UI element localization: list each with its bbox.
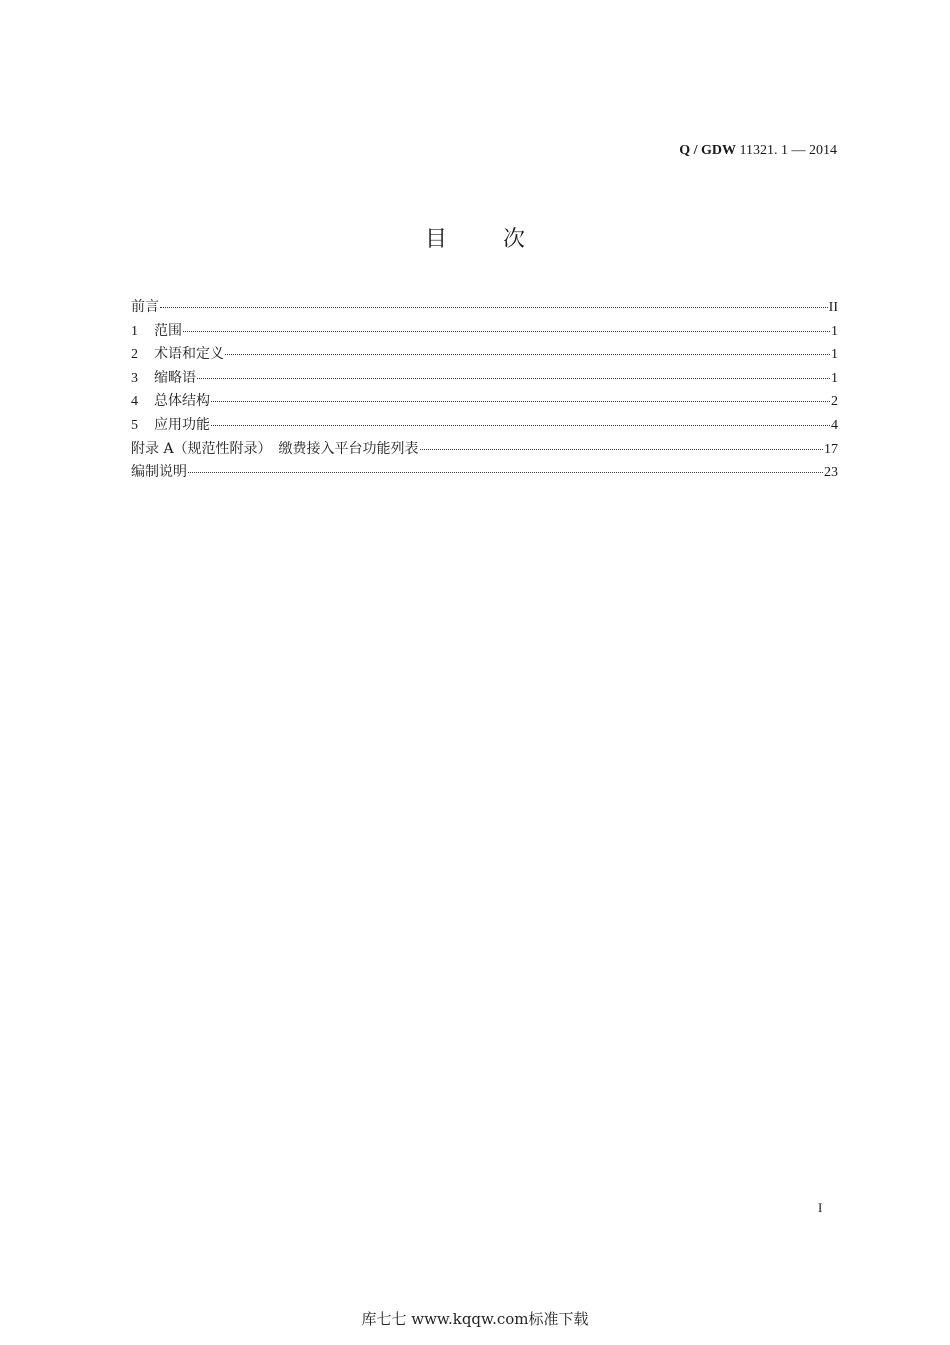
toc-entry-label: 编制说明 [131,464,187,481]
toc-entry-foreword[interactable] [131,296,838,320]
toc-entry-structure[interactable] [131,390,838,414]
toc-entry-appendix-a[interactable] [131,438,838,462]
toc-title-char2: 次 [503,227,526,252]
toc-title [0,222,950,253]
standard-code-number: 11321. 1 — 2014 [736,143,837,158]
toc-entry-page: 23 [824,465,838,481]
toc-title-char1: 目 [424,227,447,252]
toc-entry-functions[interactable] [131,414,838,438]
toc-leader-dots [197,368,830,379]
toc-entry-page: 17 [824,441,838,457]
toc-entry-number: 1 [131,323,138,339]
toc-entry-page: 1 [831,323,838,339]
toc-leader-dots [225,344,830,355]
page-number: I [818,1200,823,1215]
footer-watermark-text: 库七七 www.kqqw.com标准下载 [361,1310,589,1328]
toc-entry-page: 1 [831,370,838,386]
toc-leader-dots [183,321,830,332]
toc-leader-dots [160,297,828,308]
toc-entry-number: 5 [131,417,138,433]
toc-leader-dots [211,415,830,426]
table-of-contents [131,296,838,485]
toc-entry-number: 2 [131,347,138,363]
toc-entry-scope[interactable] [131,320,838,344]
toc-leader-dots [420,439,823,450]
toc-leader-dots [188,462,823,473]
toc-leader-dots [211,391,830,402]
toc-entry-terms[interactable] [131,343,838,367]
toc-entry-label: 总体结构 [154,393,210,410]
toc-entry-label: 缩略语 [154,369,196,386]
toc-entry-label: 前言 [131,299,159,315]
toc-entry-label: 术语和定义 [154,346,224,363]
toc-entry-number: 4 [131,394,138,410]
toc-entry-label: 应用功能 [154,416,210,433]
toc-entry-abbreviations[interactable] [131,367,838,391]
standard-code-prefix: Q / GDW [679,143,737,158]
toc-entry-number: 3 [131,370,138,386]
toc-entry-page: 2 [831,394,838,410]
toc-entry-page: 4 [831,417,838,433]
toc-entry-page: 1 [831,347,838,363]
toc-entry-explanation[interactable] [131,461,838,485]
toc-entry-label: 范围 [154,322,182,339]
toc-entry-page: II [828,300,838,315]
standard-code [679,143,837,159]
toc-entry-label: 附录 A（规范性附录） 缴费接入平台功能列表 [131,440,419,457]
